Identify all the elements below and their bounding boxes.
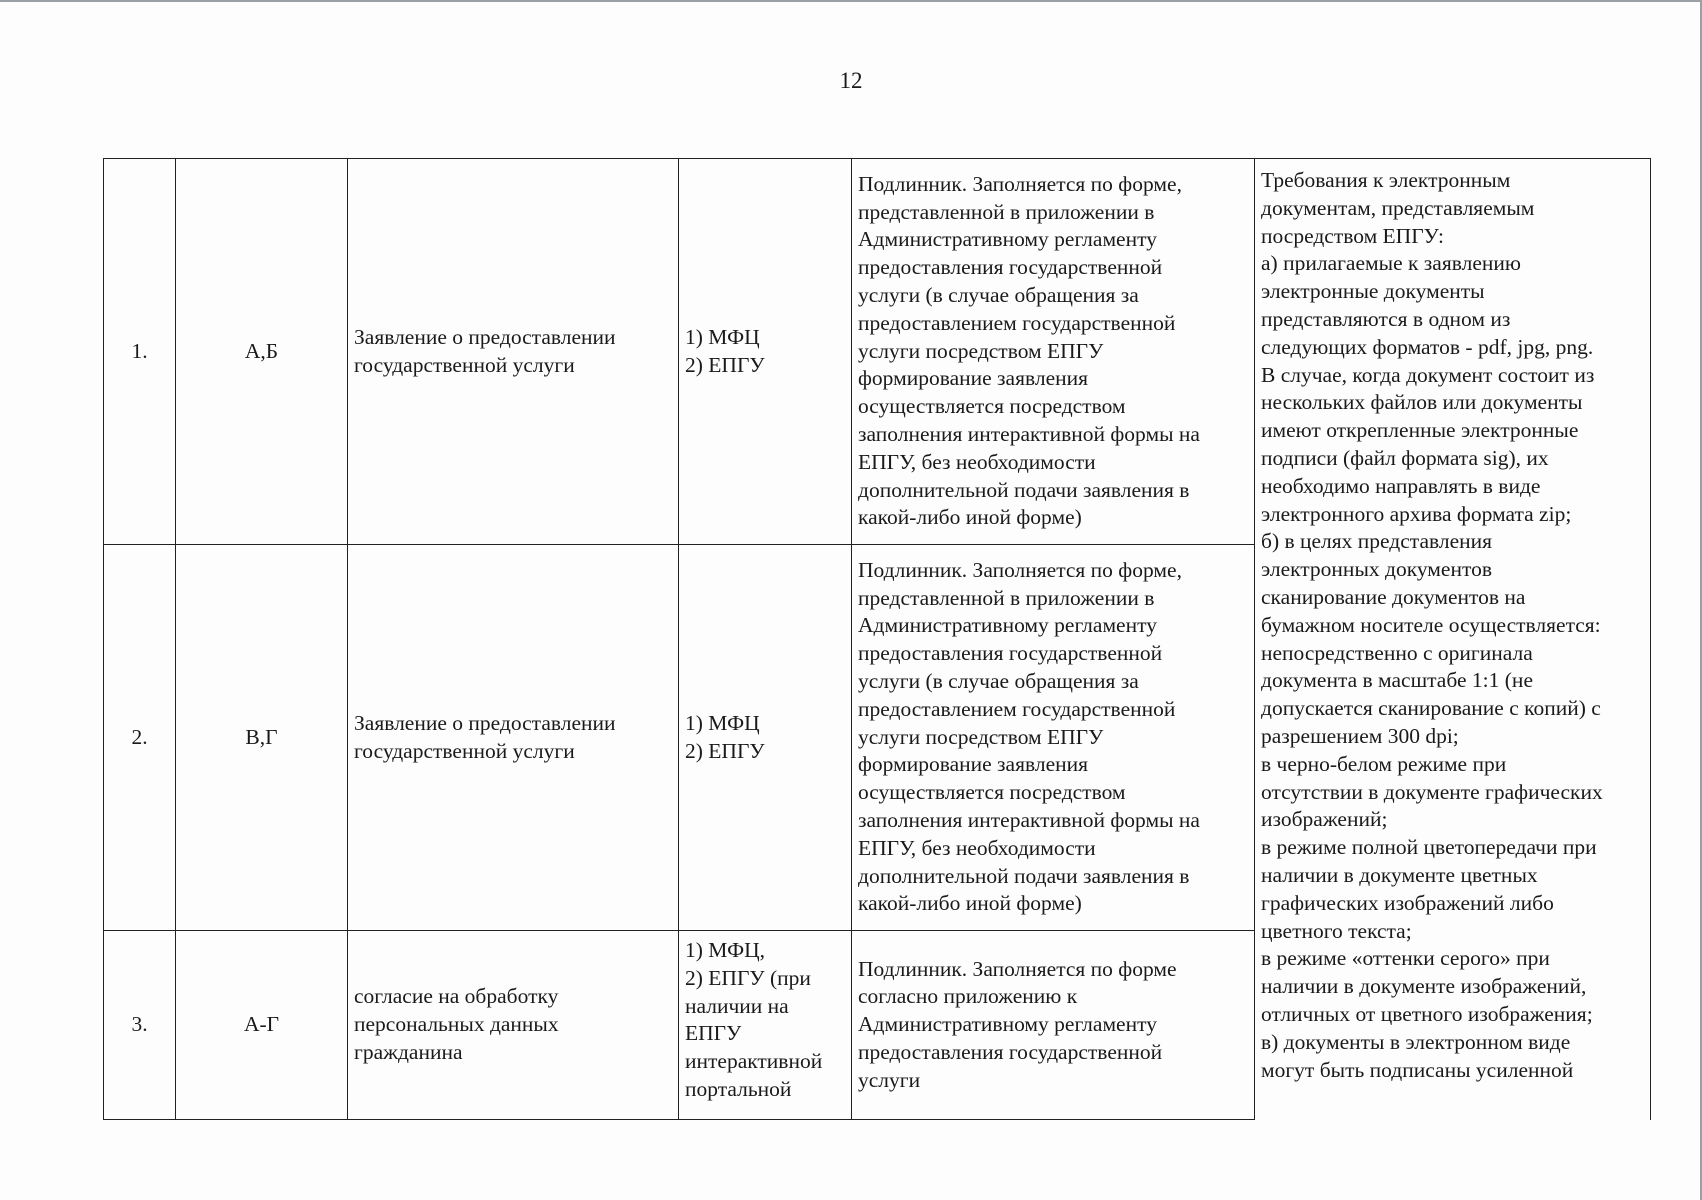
- submission-method: 1) МФЦ 2) ЕПГУ: [679, 159, 852, 545]
- document-form-requirements: Подлинник. Заполняется по форме, представленной в приложении в Административному регламенту предоставления государственной услуги (в случае обращения за предоставлением государственной услуги посредством ЕПГУ формирование заявления осуществляется посредством заполнения интерактивной формы на ЕПГУ, без необходимости дополнительной подачи заявления в какой-либо иной форме): [852, 545, 1255, 931]
- document-name: согласие на обработку персональных данных гражданина: [348, 931, 679, 1120]
- row-number: 1.: [104, 159, 176, 545]
- table-row: [104, 159, 1651, 545]
- submission-method: 1) МФЦ 2) ЕПГУ: [679, 545, 852, 931]
- page-edge-top: [0, 0, 1702, 2]
- documents-table: [103, 158, 1651, 1120]
- document-name: Заявление о предоставлении государственной услуги: [348, 545, 679, 931]
- page-number: 12: [839, 68, 863, 93]
- document-form-requirements: Подлинник. Заполняется по форме согласно приложению к Административному регламенту предоставления государственной услуги: [852, 931, 1255, 1120]
- document-form-requirements: Подлинник. Заполняется по форме, представленной в приложении в Административному регламенту предоставления государственной услуги (в случае обращения за предоставлением государственной услуги посредством ЕПГУ формирование заявления осуществляется посредством заполнения интерактивной формы на ЕПГУ, без необходимости дополнительной подачи заявления в какой-либо иной форме): [852, 159, 1255, 545]
- electronic-document-requirements: Требования к электронным документам, представляемым посредством ЕПГУ: а) прилагаемые к заявлению электронные документы представляются в одном из следующих форматов - pdf, jpg, png. В случае, когда документ состоит из нескольких файлов или документы имеют открепленные электронные подписи (файл формата sig), их необходимо направлять в виде электронного архива формата zip; б) в целях представления электронных документов сканирование документов на бумажном носителе осуществляется: непосредственно с оригинала документа в масштабе 1:1 (не допускается сканирование с копий) с разрешением 300 dpi; в черно-белом режиме при отсутствии в документе графических изображений; в режиме полной цветопередачи при наличии в документе цветных графических изображений либо цветного текста; в режиме «оттенки серого» при наличии в документе изображений, отличных от цветного изображения; в) документы в электронном виде могут быть подписаны усиленной: [1255, 159, 1651, 1120]
- applicant-categories: В,Г: [176, 545, 348, 931]
- row-number: 2.: [104, 545, 176, 931]
- document-name: Заявление о предоставлении государственной услуги: [348, 159, 679, 545]
- submission-method: 1) МФЦ, 2) ЕПГУ (при наличии на ЕПГУ интерактивной портальной: [679, 931, 852, 1120]
- row-number: 3.: [104, 931, 176, 1120]
- applicant-categories: А-Г: [176, 931, 348, 1120]
- applicant-categories: А,Б: [176, 159, 348, 545]
